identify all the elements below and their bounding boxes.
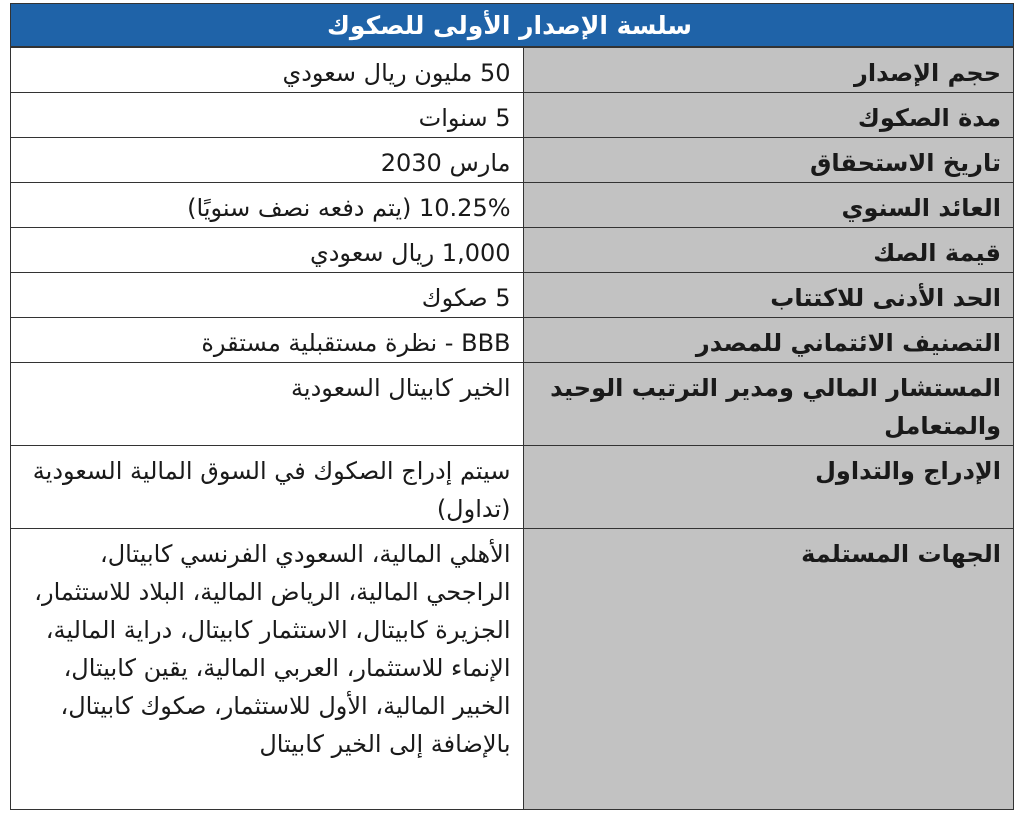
row-value: 5 سنوات <box>11 93 524 138</box>
table-row-financial-advisor <box>11 363 1014 446</box>
row-value: 10.25% (يتم دفعه نصف سنويًا) <box>11 183 524 228</box>
row-value: 50 مليون ريال سعودي <box>11 48 524 93</box>
row-label: تاريخ الاستحقاق <box>523 138 1013 183</box>
table-row-credit-rating <box>11 318 1014 363</box>
table-row-annual-yield <box>11 183 1014 228</box>
table-row-sukuk-value <box>11 228 1014 273</box>
row-label: العائد السنوي <box>523 183 1013 228</box>
row-label: المستشار المالي ومدير الترتيب الوحيد والمتعامل <box>523 363 1013 446</box>
sukuk-issuance-table <box>10 3 1014 810</box>
row-value: الأهلي المالية، السعودي الفرنسي كابيتال، الراجحي المالية، الرياض المالية، البلاد للاستثمار، الجزيرة كابيتال، الاستثمار كابيتال، دراية المالية، الإنماء للاستثمار، العربي المالية، يقين كابيتال، الخبير المالية، الأول للاستثمار، صكوك كابيتال، بالإضافة إلى الخير كابيتال <box>11 529 524 810</box>
table-row-listing <box>11 446 1014 529</box>
row-value: الخير كابيتال السعودية <box>11 363 524 446</box>
table-row-receiving-entities <box>11 529 1014 810</box>
row-value: BBB - نظرة مستقبلية مستقرة <box>11 318 524 363</box>
row-value: 5 صكوك <box>11 273 524 318</box>
table-row-min-subscription <box>11 273 1014 318</box>
row-value: 1,000 ريال سعودي <box>11 228 524 273</box>
table-row-maturity-date <box>11 138 1014 183</box>
row-label: مدة الصكوك <box>523 93 1013 138</box>
row-label: قيمة الصك <box>523 228 1013 273</box>
row-label: حجم الإصدار <box>523 48 1013 93</box>
terms-table <box>10 47 1014 810</box>
table-row-issue-size <box>11 48 1014 93</box>
row-label: الحد الأدنى للاكتتاب <box>523 273 1013 318</box>
row-value: مارس 2030 <box>11 138 524 183</box>
row-label: التصنيف الائتماني للمصدر <box>523 318 1013 363</box>
row-label: الإدراج والتداول <box>523 446 1013 529</box>
row-value: سيتم إدراج الصكوك في السوق المالية السعودية (تداول) <box>11 446 524 529</box>
table-title: سلسة الإصدار الأولى للصكوك <box>10 3 1014 47</box>
row-label: الجهات المستلمة <box>523 529 1013 810</box>
table-row-tenor <box>11 93 1014 138</box>
